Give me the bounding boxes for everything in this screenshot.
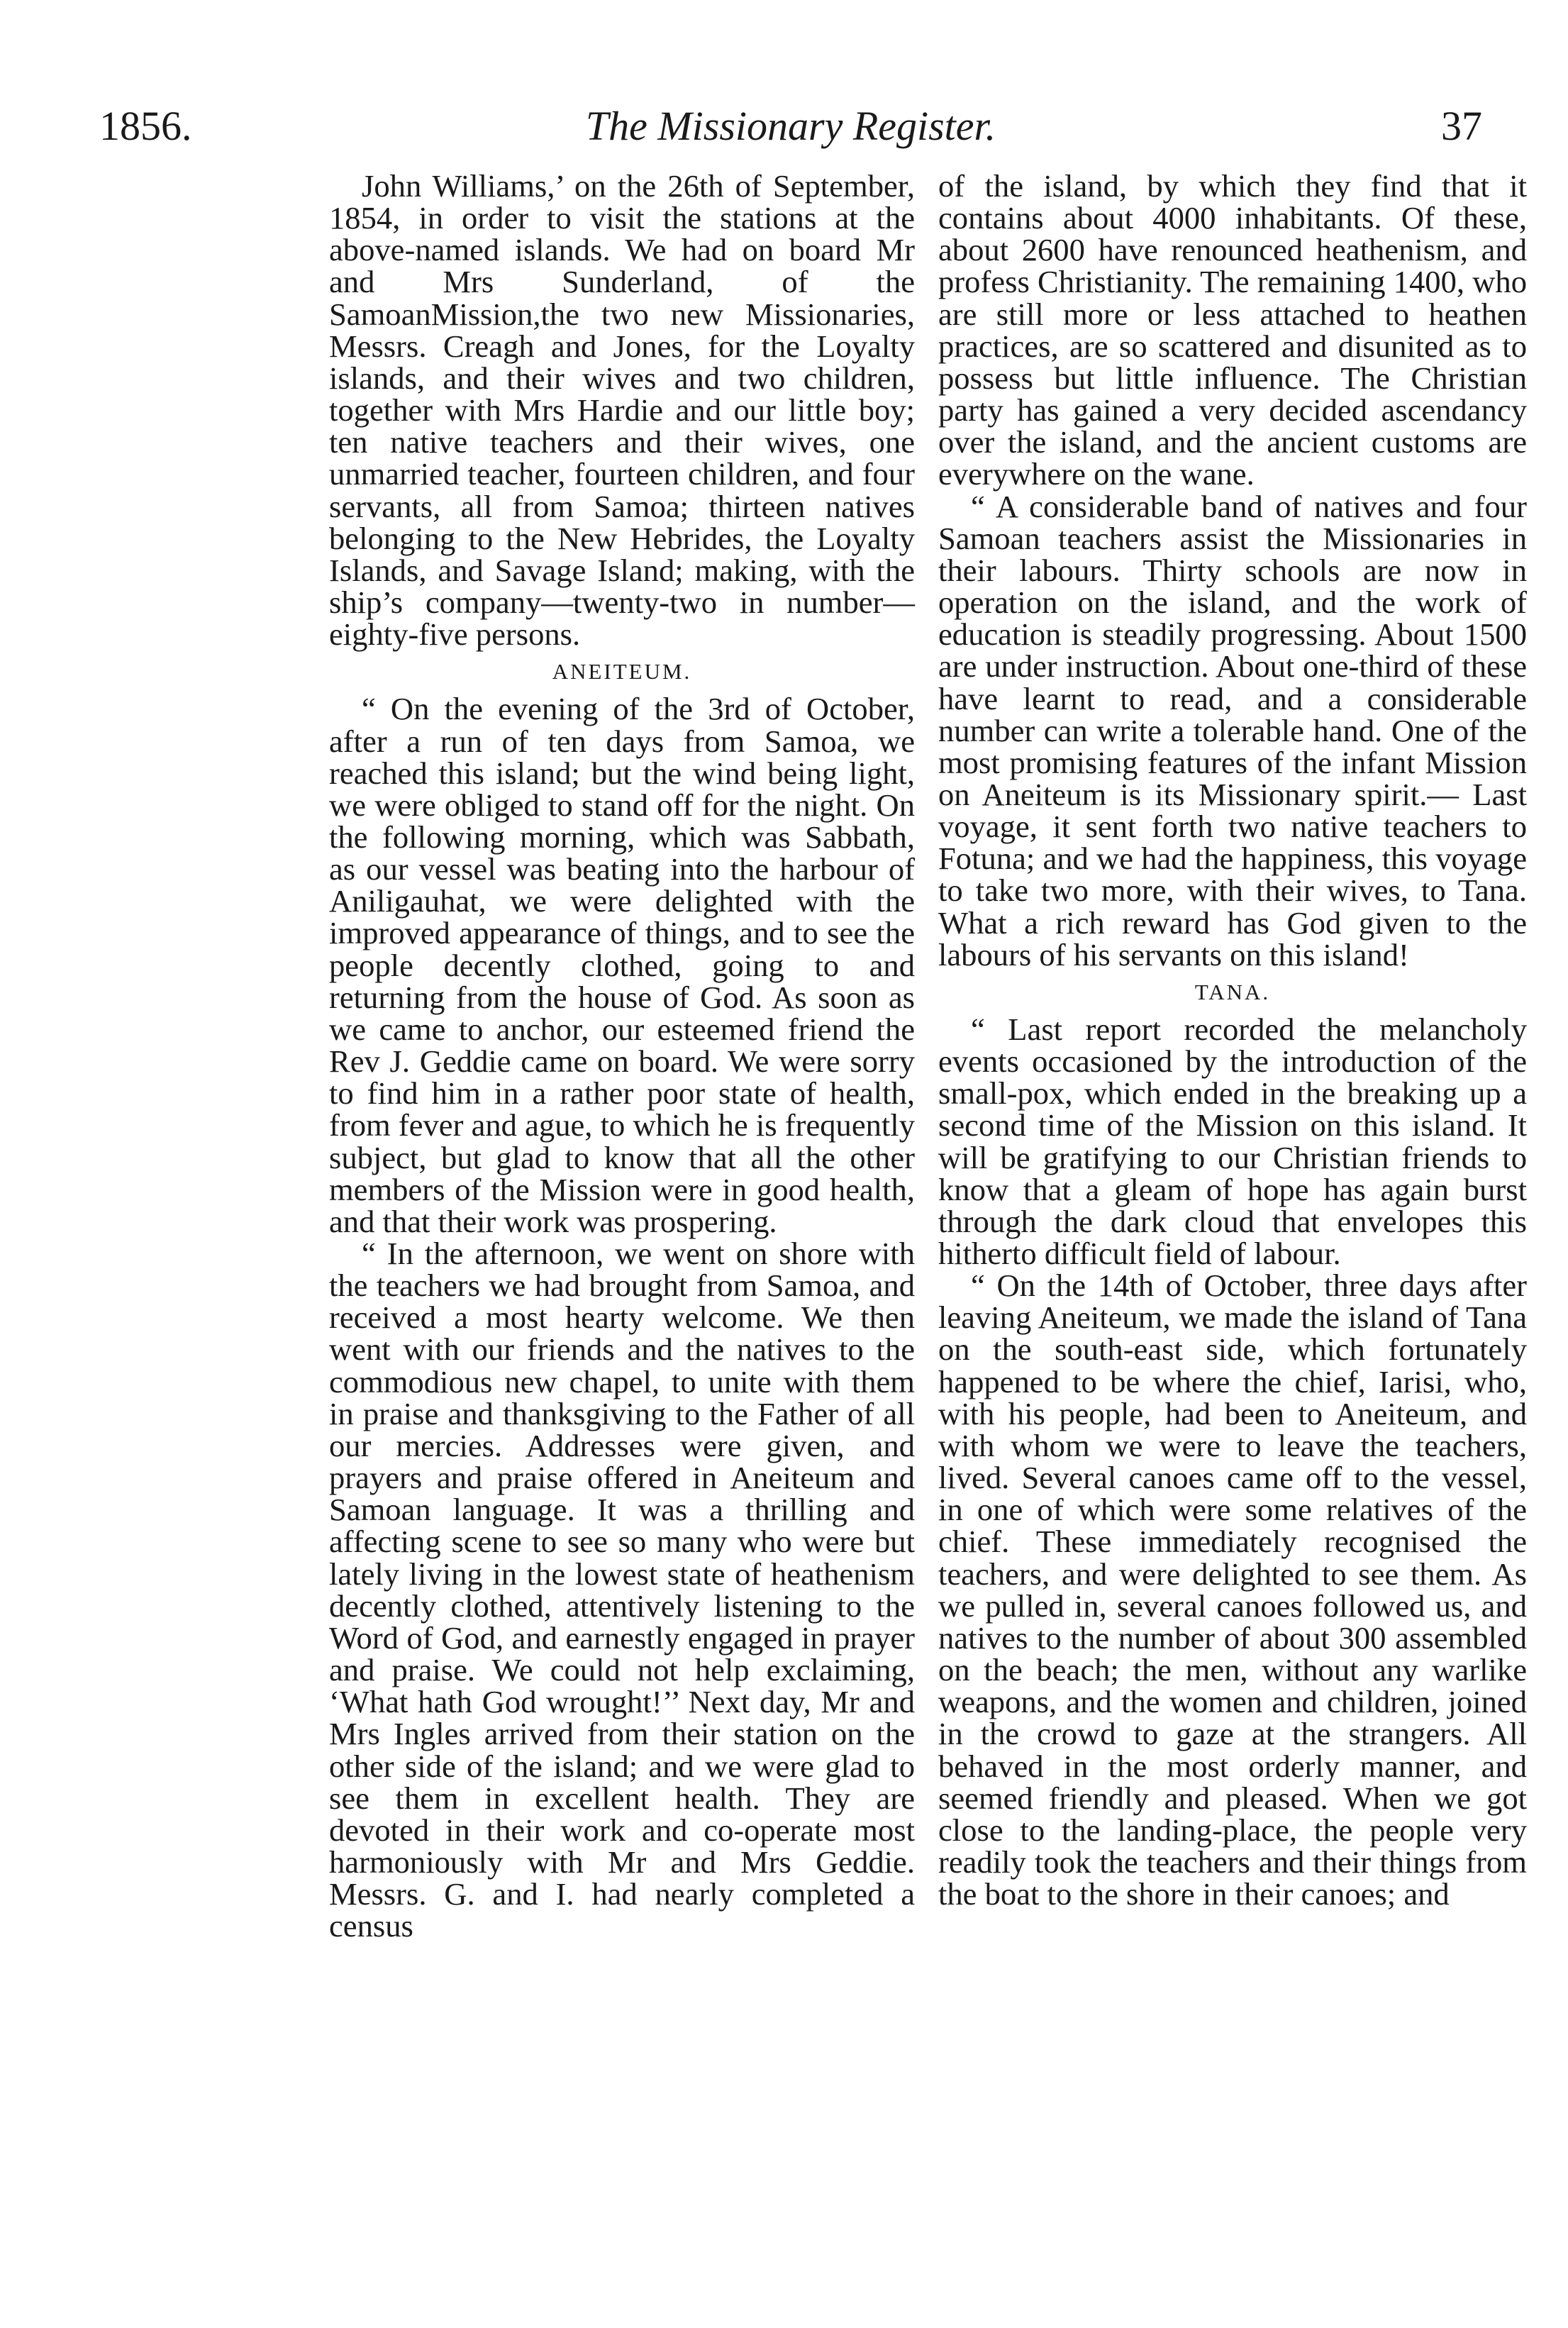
section-heading-aneiteum: ANEITEUM. xyxy=(552,659,692,684)
paragraph-left-1: John Williams,’ on the 26th of September, 1854, in order to visit the stations at the above-named islands. We had on board Mr and Mrs Sunderland, of the SamoanMission,the two new Missionaries, Messrs. Creagh and Jones, for the Loyalty islands, and their wives and two children, together with Mrs Hardie and our little boy; ten native teachers and their wives, one unmarried teacher, fourteen children, and four servants, all from Samoa; thirteen natives belonging to the New Hebrides, the Loyalty Islands, and Savage Island; making, with the ship’s company—twenty-two in number—eighty-five persons. xyxy=(329,168,915,653)
section-heading-tana: TANA. xyxy=(1194,979,1271,1004)
paragraph-left-3: “ In the afternoon, we went on shore with the teachers we had brought from Samoa, and received a most hearty welcome. We then went with our friends and the natives to the commodious new chapel, to unite with them in praise and thanksgiving to the Father of all our mercies. Addresses were given, and prayers and praise offered in Aneiteum and Samoan language. It was a thrilling and affecting scene to see so many who were but lately living in the lowest state of heathenism decently clothed, attentively listening to the Word of God, and earnestly engaged in prayer and praise. We could not help exclaiming, ‘What hath God wrought!’’ Next day, Mr and Mrs Ingles arrived from their station on the other side of the island; and we were glad to see them in excellent health. They are devoted in their work and co-operate most harmoniously with Mr and Mrs Geddie. Messrs. G. and I. had nearly completed a census xyxy=(329,1236,915,1944)
header-title: The Missionary Register. xyxy=(585,103,996,149)
running-head xyxy=(99,98,1482,155)
paragraph-right-2: “ A considerable band of natives and four Samoan teachers assist the Missionaries in their labours. Thirty schools are now in operation on the island, and the work of education is steadily progressing. About 1500 are under instruction. About one-third of these have learnt to read, and a considerable number can write a tolerable hand. One of the most promising features of the infant Mission on Aneiteum is its Missionary spirit.— Last voyage, it sent forth two native teachers to Fotuna; and we had the happiness, this voyage to take two more, with their wives, to Tana. What a rich reward has God given to the labours of his servants on this island! xyxy=(938,488,1527,972)
paragraph-right-1: of the island, by which they find that it contains about 4000 inhabitants. Of these, about 2600 have renounced heathenism, and profess Christianity. The remaining 1400, who are still more or less attached to heathen practices, are so scattered and disunited as to possess but little influence. The Christian party has gained a very decided ascendancy over the island, and the ancient customs are everywhere on the wane. xyxy=(938,168,1527,492)
paragraph-right-4: “ On the 14th of October, three days after leaving Aneiteum, we made the island of Tana on the south-east side, which fortunately happened to be where the chief, Iarisi, who, with his people, had been to Aneiteum, and with whom we were to leave the teachers, lived. Several canoes came off to the vessel, in one of which were some relatives of the chief. These immediately recognised the teachers, and were delighted to see them. As we pulled in, several canoes followed us, and natives to the number of about 300 assembled on the beach; the men, without any warlike weapons, and the women and children, joined in the crowd to gaze at the strangers. All behaved in the most orderly manner, and seemed friendly and pleased. When we got close to the landing-place, the people very readily took the teachers and their things from the boat to the shore in their canoes; and xyxy=(938,1268,1527,1912)
left-column xyxy=(329,170,915,1942)
page-number: 37 xyxy=(1441,103,1482,149)
paragraph-left-2: “ On the evening of the 3rd of October, after a run of ten days from Samoa, we reached this island; but the wind being light, we were obliged to stand off for the night. On the following morning, which was Sabbath, as our vessel was beating into the harbour of Aniligauhat, we were delighted with the improved appearance of things, and to see the people decently clothed, going to and returning from the house of God. As soon as we came to anchor, our esteemed friend the Rev J. Geddie came on board. We were sorry to find him in a rather poor state of health, from fever and ague, to which he is frequently subject, but glad to know that all the other members of the Mission were in good health, and that their work was prospering. xyxy=(329,691,915,1239)
right-column xyxy=(938,170,1527,1910)
header-year: 1856. xyxy=(99,103,192,149)
paragraph-right-3: “ Last report recorded the melancholy events occasioned by the introduction of the small-pox, which ended in the breaking up a second time of the Mission on this island. It will be gratifying to our Christian friends to know that a gleam of hope has again burst through the dark cloud that envelopes this hitherto difficult field of labour. xyxy=(938,1011,1527,1271)
